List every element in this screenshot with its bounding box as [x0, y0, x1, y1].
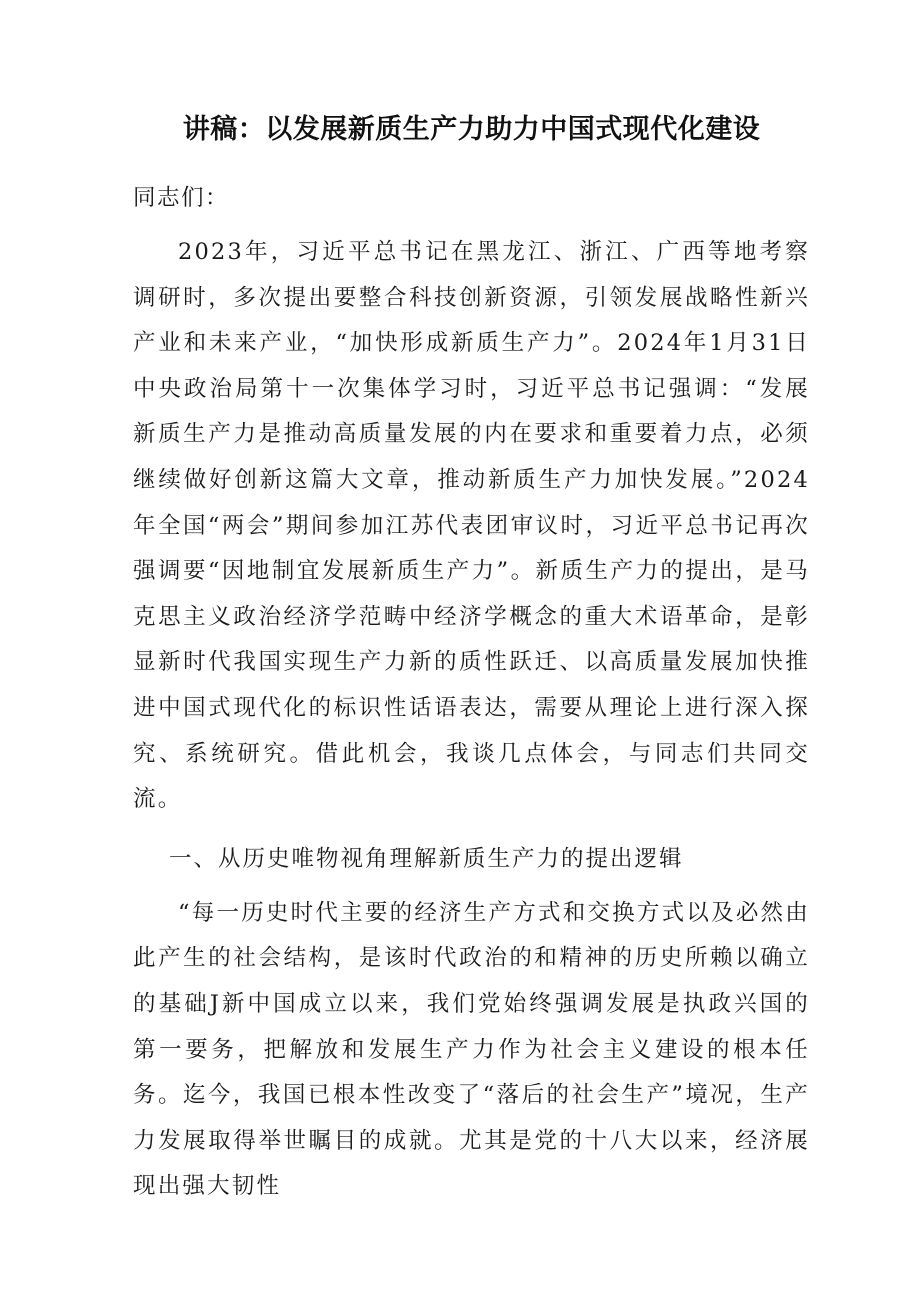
document-title: 讲稿：以发展新质生产力助力中国式现代化建设 — [182, 114, 761, 145]
section-paragraph: “每一历史时代主要的经济生产方式和交换方式以及必然由此产生的社会结构，是该时代政治的和精神的历史所赖以确立的基础J新中国成立以来，我们党始终强调发展是执政兴国的第一要务，把解放和发展生产力作为社会主义建设的根本任务。迄今，我国已根本性改变了“落后的社会生产”境况，生产力发展取得举世瞩目的成就。尤其是党的十八大以来，经济展现出强大韧性 — [133, 899, 810, 1200]
salutation: 同志们： — [133, 185, 230, 211]
section-heading: 一、从历史唯物视角理解新质生产力的提出逻辑 — [169, 845, 684, 872]
intro-paragraph: 2023年，习近平总书记在黑龙江、浙江、广西等地考察调研时，多次提出要整合科技创新资源，引领发展战略性新兴产业和未来产业，“加快形成新质生产力”。2024年1月31日中央政治局第十一次集体学习时，习近平总书记强调：“发展新质生产力是推动高质量发展的内在要求和重要着力点，必须继续做好创新这篇大文章，推动新质生产力加快发展。”2024年全国“两会”期间参加江苏代表团审议时，习近平总书记再次强调要“因地制宜发展新质生产力”。新质生产力的提出，是马克思主义政治经济学范畴中经济学概念的重大术语革命，是彰显新时代我国实现生产力新的质性跃迁、以高质量发展加快推进中国式现代化的标识性话语表达，需要从理论上进行深入探究、系统研究。借此机会，我谈几点体会，与同志们共同交流。 — [133, 239, 810, 813]
